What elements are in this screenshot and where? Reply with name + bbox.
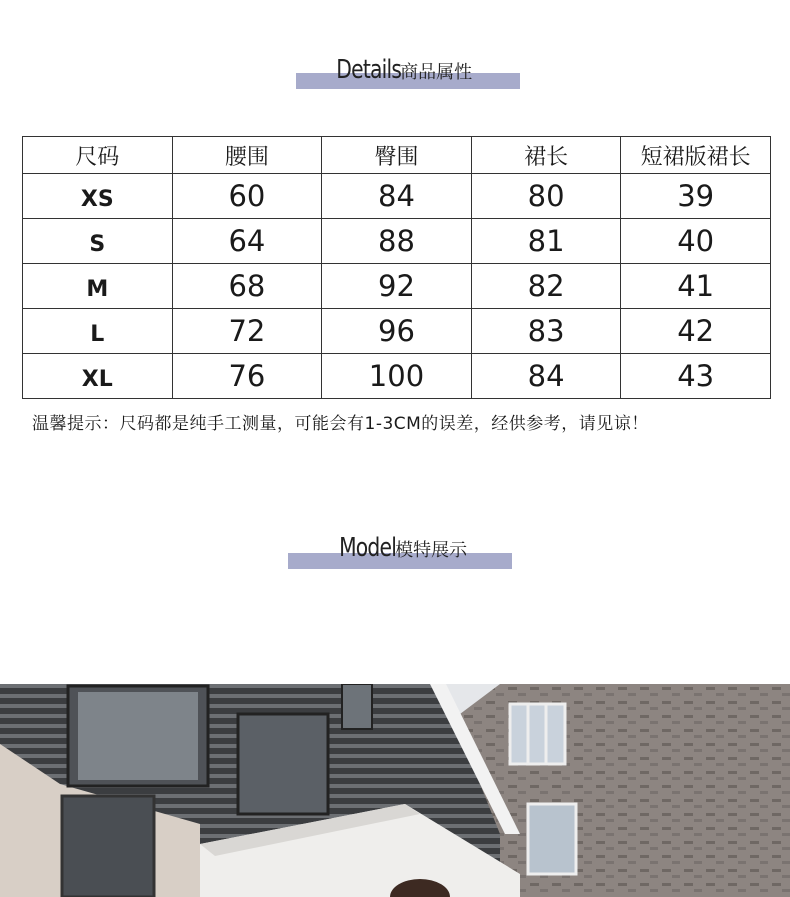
measurement-note: 温馨提示：尺码都是纯手工测量，可能会有1-3CM的误差，经供参考，请见谅！ [32, 414, 649, 434]
table-cell: 84 [322, 174, 472, 219]
model-title-en: Model [338, 533, 396, 563]
details-section-header [0, 55, 790, 95]
table-cell: 96 [322, 309, 472, 354]
table-header-cell: 臀围 [322, 137, 472, 174]
table-cell: 84 [471, 354, 621, 399]
table-cell: 64 [172, 219, 322, 264]
table-cell: 40 [621, 219, 771, 264]
table-cell: 81 [471, 219, 621, 264]
table-cell: 83 [471, 309, 621, 354]
table-row [23, 354, 771, 399]
model-photo [0, 684, 790, 897]
table-cell: 39 [621, 174, 771, 219]
table-cell: 68 [172, 264, 322, 309]
table-header-cell: 裙长 [471, 137, 621, 174]
table-cell: 88 [322, 219, 472, 264]
table-cell: 43 [621, 354, 771, 399]
table-cell: 41 [621, 264, 771, 309]
table-cell: 72 [172, 309, 322, 354]
details-title-cn: 商品属性 [400, 62, 473, 83]
details-title-en: Details [336, 55, 402, 85]
table-header-cell: 腰围 [172, 137, 322, 174]
table-row [23, 219, 771, 264]
table-cell: 92 [322, 264, 472, 309]
size-label-cell: L [23, 309, 173, 354]
table-cell: 42 [621, 309, 771, 354]
table-row [23, 264, 771, 309]
size-label-cell: S [23, 219, 173, 264]
table-header-cell: 尺码 [23, 137, 173, 174]
table-row [23, 174, 771, 219]
table-row [23, 309, 771, 354]
table-cell: 60 [172, 174, 322, 219]
table-header-cell: 短裙版裙长 [621, 137, 771, 174]
model-title-cn: 模特展示 [395, 540, 468, 561]
size-label-cell: M [23, 264, 173, 309]
size-label-cell: XS [23, 174, 173, 219]
table-cell: 100 [322, 354, 472, 399]
size-chart-table [22, 136, 771, 399]
table-header-row [23, 137, 771, 174]
table-cell: 80 [471, 174, 621, 219]
model-section-header [0, 533, 790, 573]
size-label-cell: XL [23, 354, 173, 399]
model-photo-illustration [0, 684, 790, 897]
table-cell: 82 [471, 264, 621, 309]
table-cell: 76 [172, 354, 322, 399]
